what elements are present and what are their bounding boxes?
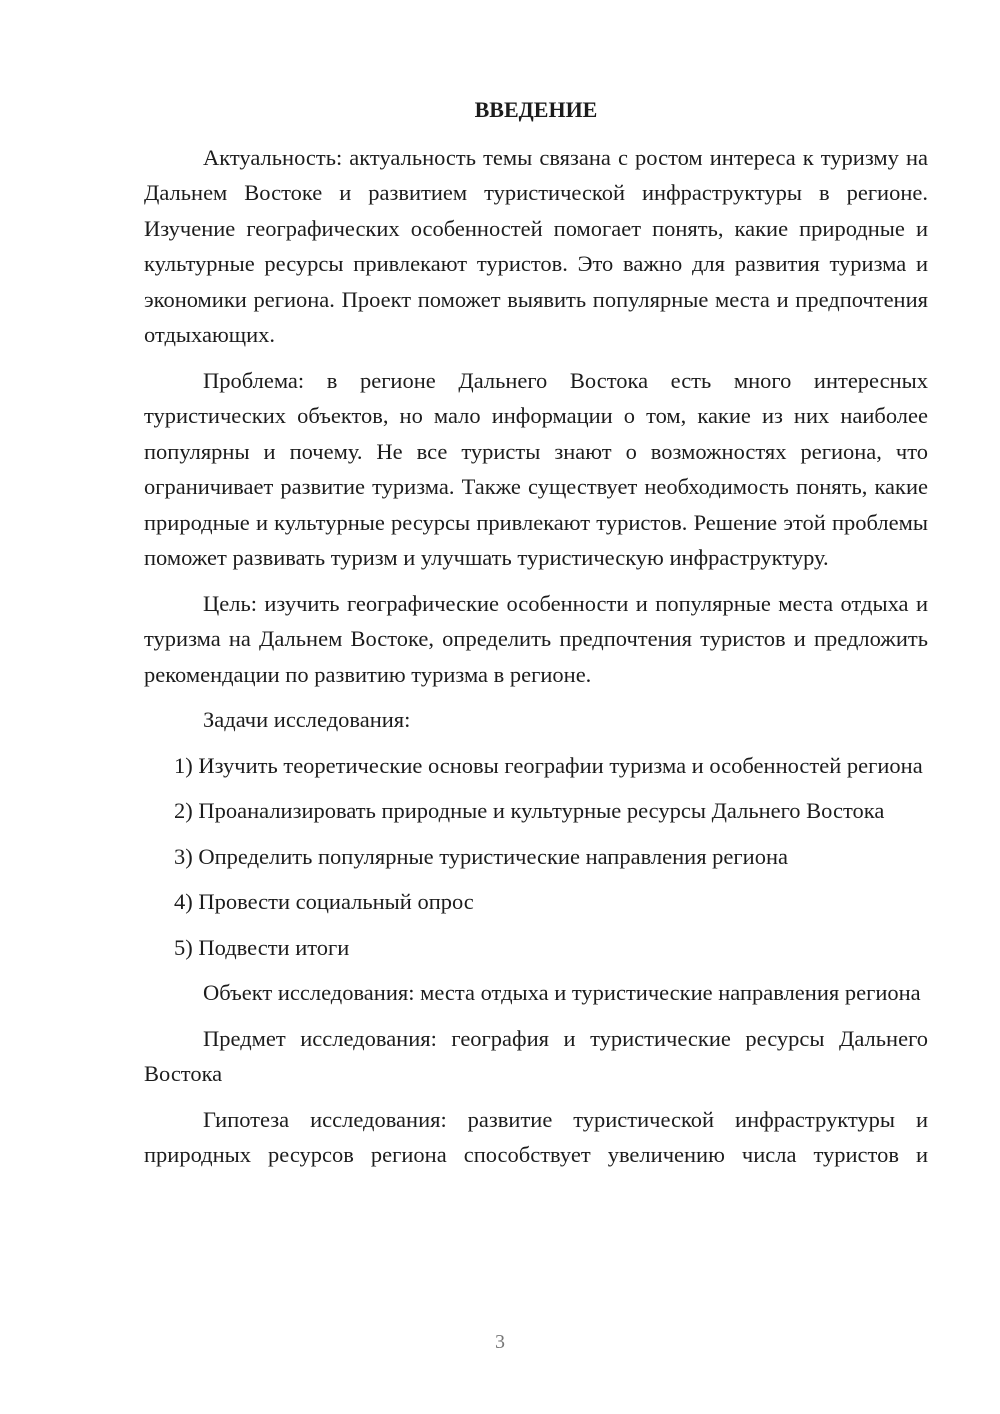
task-item-1: 1) Изучить теоретические основы географии туризма и особенностей региона <box>174 752 923 778</box>
section-heading: ВВЕДЕНИЕ <box>474 97 598 122</box>
object-paragraph: Объект исследования: места отдыха и туристические направления региона <box>203 980 921 1005</box>
task-item-4: 4) Провести социальный опрос <box>174 889 474 914</box>
task-item-3: 3) Определить популярные туристические направления региона <box>174 843 788 869</box>
task-item-2: 2) Проанализировать природные и культурные ресурсы Дальнего Востока <box>174 798 885 823</box>
task-item-5: 5) Подвести итоги <box>174 934 350 960</box>
relevance-paragraph: Актуальность: актуальность темы связана с ростом интереса к туризму на Дальнем Востоке и развитием туристической инфраструктуры в регионе. Изучение географических особенностей помогает понять, какие природные и культурные ресурсы привлекают туристов. Это важно для развития туризма и экономики региона. Проект поможет выявить популярные места и предпочтения отдыхающих. <box>144 144 928 347</box>
tasks-label: Задачи исследования: <box>203 707 411 732</box>
page-number: 3 <box>495 1331 505 1353</box>
document-page <box>144 92 928 1173</box>
goal-paragraph: Цель: изучить географические особенности и популярные места отдыха и туризма на Дальнем Востоке, определить предпочтения туристов и предложить рекомендации по развитию туризма в регионе. <box>144 590 928 687</box>
subject-paragraph: Предмет исследования: география и туристические ресурсы Дальнего Востока <box>144 1025 928 1086</box>
hypothesis-paragraph: Гипотеза исследования: развитие туристической инфраструктуры и природных ресурсов региона способствует увеличению числа туристов и <box>144 1106 928 1167</box>
problem-paragraph: Проблема: в регионе Дальнего Востока есть много интересных туристических объектов, но мало информации о том, какие из них наиболее популярны и почему. Не все туристы знают о возможностях региона, что ограничивает развитие туризма. Также существует необходимость понять, какие природные и культурные ресурсы привлекают туристов. Решение этой проблемы поможет развивать туризм и улучшать туристическую инфраструктуру. <box>144 367 928 570</box>
